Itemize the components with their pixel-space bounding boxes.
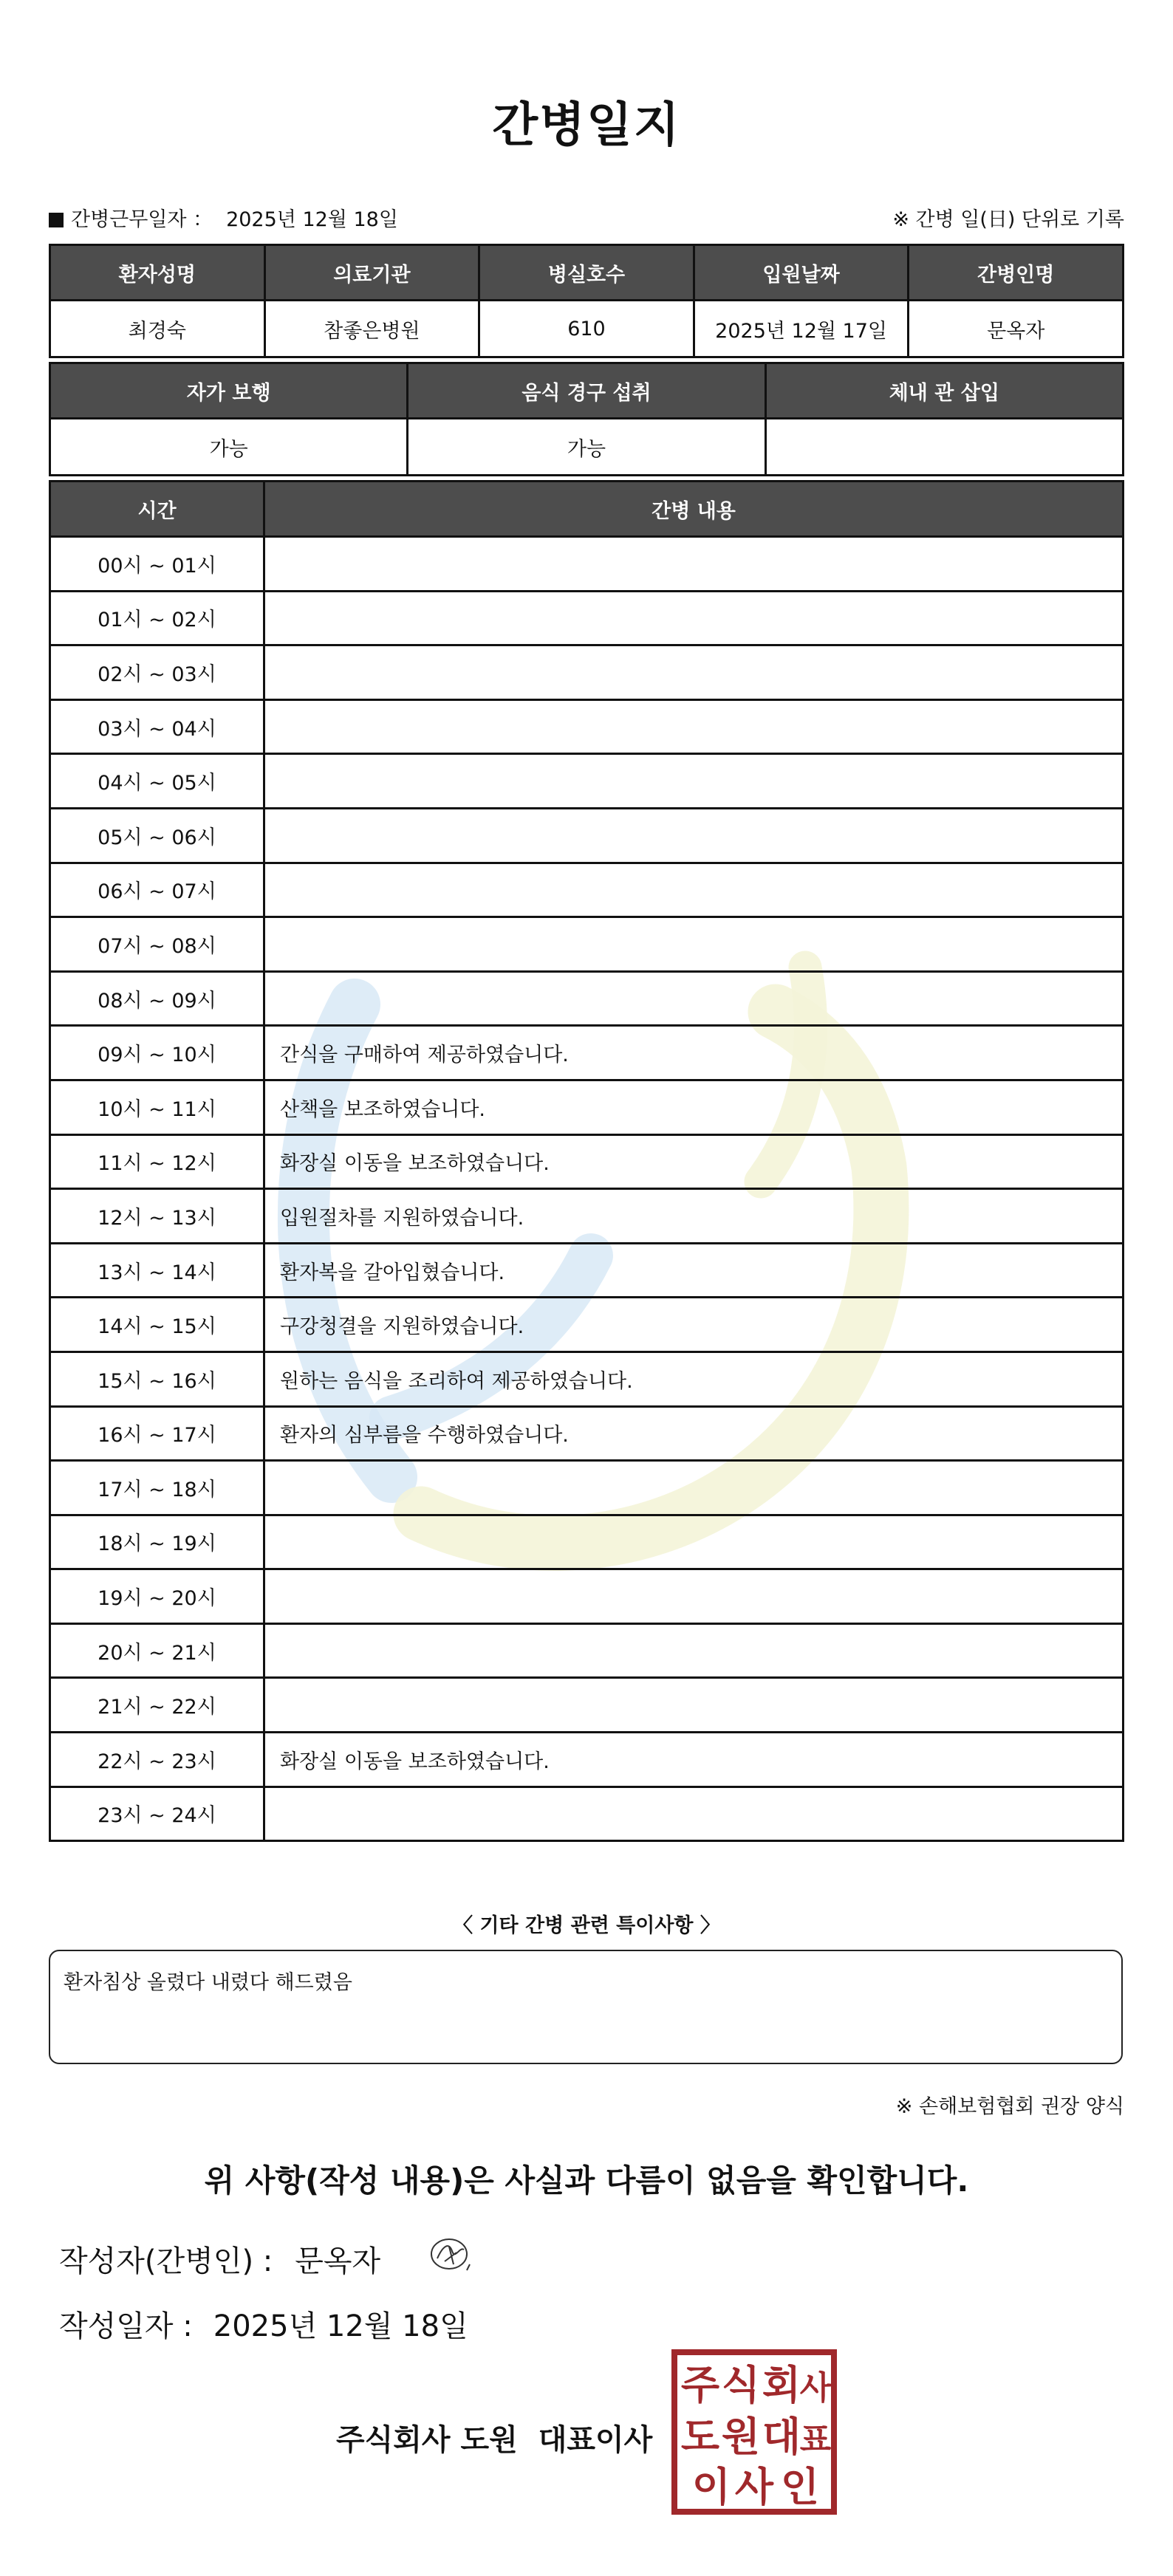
time-slot: 18시 ~ 19시 <box>50 1515 264 1569</box>
table-row <box>50 808 1124 863</box>
care-content <box>264 1461 1124 1515</box>
table-row <box>50 419 1124 476</box>
table-row <box>50 1733 1124 1787</box>
oral-intake-value: 가능 <box>408 419 765 476</box>
page-title: 간병일지 <box>492 98 681 153</box>
company-name: 주식회사 도원 <box>336 2423 518 2457</box>
form-source-note: ※ 손해보험협회 권장 양식 <box>895 2095 1124 2118</box>
time-slot: 17시 ~ 18시 <box>50 1461 264 1515</box>
care-content: 입원절차를 지원하였습니다. <box>264 1189 1124 1244</box>
table-row <box>50 1189 1124 1244</box>
time-slot: 15시 ~ 16시 <box>50 1352 264 1406</box>
header-self-walking: 자가 보행 <box>50 363 408 419</box>
time-slot: 23시 ~ 24시 <box>50 1787 264 1841</box>
time-slot: 04시 ~ 05시 <box>50 754 264 809</box>
care-content <box>264 808 1124 863</box>
time-slot: 16시 ~ 17시 <box>50 1406 264 1461</box>
time-slot: 00시 ~ 01시 <box>50 537 264 592</box>
table-row <box>50 1298 1124 1352</box>
svg-text:사: 사 <box>734 2464 774 2510</box>
care-content: 화장실 이동을 보조하였습니다. <box>264 1134 1124 1189</box>
care-content <box>264 1787 1124 1841</box>
header-patient-name: 환자성명 <box>50 245 265 301</box>
time-slot: 03시 ~ 04시 <box>50 699 264 754</box>
header-hospital: 의료기관 <box>264 245 479 301</box>
patient-info-table <box>49 244 1124 358</box>
care-content: 원하는 음식을 조리하여 제공하였습니다. <box>264 1352 1124 1406</box>
company-title: 대표이사 <box>538 2423 653 2457</box>
writer-label: 작성자(간병인) : <box>59 2244 273 2278</box>
time-slot: 19시 ~ 20시 <box>50 1569 264 1624</box>
special-notes-box: 환자침상 올렸다 내렸다 해드렸음 <box>49 1950 1123 2064</box>
svg-text:표: 표 <box>799 2421 832 2459</box>
care-content: 환자의 심부름을 수행하였습니다. <box>264 1406 1124 1461</box>
care-content <box>264 863 1124 917</box>
written-date-label: 작성일자 : <box>59 2309 193 2343</box>
patient-status-table <box>49 362 1124 476</box>
care-content <box>264 537 1124 592</box>
care-date-label: 간병근무일자 ： <box>71 208 213 231</box>
care-content <box>264 754 1124 809</box>
table-row <box>50 1080 1124 1134</box>
room-number: 610 <box>479 301 694 357</box>
time-slot: 20시 ~ 21시 <box>50 1623 264 1678</box>
table-row <box>50 1461 1124 1515</box>
care-content: 화장실 이동을 보조하였습니다. <box>264 1733 1124 1787</box>
table-row <box>50 1569 1124 1624</box>
company-line <box>336 2416 652 2459</box>
header-care-content: 간병 내용 <box>264 482 1124 537</box>
table-row <box>50 1515 1124 1569</box>
care-content <box>264 1623 1124 1678</box>
table-row <box>50 1678 1124 1733</box>
svg-text:식: 식 <box>721 2362 761 2408</box>
table-row <box>50 1787 1124 1841</box>
log-rows <box>50 537 1124 1841</box>
time-slot: 11시 ~ 12시 <box>50 1134 264 1189</box>
time-slot: 05시 ~ 06시 <box>50 808 264 863</box>
self-walking-value: 가능 <box>50 419 408 476</box>
header-time: 시간 <box>50 482 264 537</box>
care-content <box>264 699 1124 754</box>
table-row <box>50 1243 1124 1298</box>
table-row <box>50 1026 1124 1080</box>
square-bullet-icon <box>49 213 64 227</box>
care-content <box>264 645 1124 700</box>
table-row <box>50 1352 1124 1406</box>
care-content <box>264 591 1124 645</box>
care-date-value: 2025년 12월 18일 <box>226 208 398 231</box>
time-slot: 02시 ~ 03시 <box>50 645 264 700</box>
caregiver-name: 문옥자 <box>909 301 1124 357</box>
care-date <box>49 203 398 232</box>
care-content: 환자복을 갈아입혔습니다. <box>264 1243 1124 1298</box>
care-content <box>264 1569 1124 1624</box>
svg-text:사: 사 <box>799 2369 832 2407</box>
care-content: 간식을 구매하여 제공하였습니다. <box>264 1026 1124 1080</box>
table-header-row <box>50 363 1124 419</box>
time-slot: 12시 ~ 13시 <box>50 1189 264 1244</box>
table-row <box>50 537 1124 592</box>
svg-text:도: 도 <box>680 2414 720 2460</box>
writer-line <box>59 2238 380 2280</box>
table-row <box>50 645 1124 700</box>
header-admission-date: 입원날짜 <box>694 245 909 301</box>
table-row <box>50 863 1124 917</box>
care-content <box>264 1678 1124 1733</box>
svg-text:원: 원 <box>721 2414 761 2460</box>
header-oral-intake: 음식 경구 섭취 <box>408 363 765 419</box>
svg-text:주: 주 <box>680 2362 720 2408</box>
time-slot: 09시 ~ 10시 <box>50 1026 264 1080</box>
table-row <box>50 1623 1124 1678</box>
time-slot: 21시 ~ 22시 <box>50 1678 264 1733</box>
table-row <box>50 754 1124 809</box>
time-slot: 14시 ~ 15시 <box>50 1298 264 1352</box>
header-tube-insertion: 체내 관 삽입 <box>765 363 1123 419</box>
admission-date: 2025년 12월 17일 <box>694 301 909 357</box>
table-row <box>50 1406 1124 1461</box>
written-date-value: 2025년 12월 18일 <box>213 2309 468 2343</box>
table-row <box>50 917 1124 972</box>
care-content <box>264 971 1124 1026</box>
svg-text:회: 회 <box>762 2362 801 2408</box>
svg-text:대: 대 <box>762 2414 801 2460</box>
table-row <box>50 1134 1124 1189</box>
table-row <box>50 591 1124 645</box>
table-header-row <box>50 482 1124 537</box>
care-content <box>264 1515 1124 1569</box>
meta-bar <box>49 203 1124 233</box>
table-row <box>50 699 1124 754</box>
care-content: 구강청결을 지원하였습니다. <box>264 1298 1124 1352</box>
handwritten-signature <box>427 2232 479 2281</box>
writer-name: 문옥자 <box>295 2244 381 2278</box>
tube-insertion-value <box>765 419 1123 476</box>
time-slot: 06시 ~ 07시 <box>50 863 264 917</box>
table-header-row <box>50 245 1124 301</box>
time-slot: 07시 ~ 08시 <box>50 917 264 972</box>
notes-heading: 〈 기타 간병 관련 특이사항 〉 <box>453 1914 720 1937</box>
hospital-name: 참좋은병원 <box>264 301 479 357</box>
daily-record-note: ※ 간병 일(日) 단위로 기록 <box>892 208 1124 231</box>
confirmation-statement: 위 사항(작성 내용)은 사실과 다름이 없음을 확인합니다. <box>204 2162 969 2199</box>
table-row <box>50 301 1124 357</box>
table-row <box>50 971 1124 1026</box>
written-date-line <box>59 2303 468 2345</box>
company-seal-stamp <box>671 2349 838 2515</box>
header-caregiver-name: 간병인명 <box>909 245 1124 301</box>
time-slot: 01시 ~ 02시 <box>50 591 264 645</box>
time-slot: 13시 ~ 14시 <box>50 1243 264 1298</box>
time-slot: 10시 ~ 11시 <box>50 1080 264 1134</box>
header-room-number: 병실호수 <box>479 245 694 301</box>
svg-text:이: 이 <box>691 2464 731 2510</box>
svg-text:인: 인 <box>780 2464 820 2510</box>
patient-name: 최경숙 <box>50 301 265 357</box>
care-content: 산책을 보조하였습니다. <box>264 1080 1124 1134</box>
time-slot: 22시 ~ 23시 <box>50 1733 264 1787</box>
care-content <box>264 917 1124 972</box>
hourly-log-table <box>49 480 1124 1842</box>
time-slot: 08시 ~ 09시 <box>50 971 264 1026</box>
